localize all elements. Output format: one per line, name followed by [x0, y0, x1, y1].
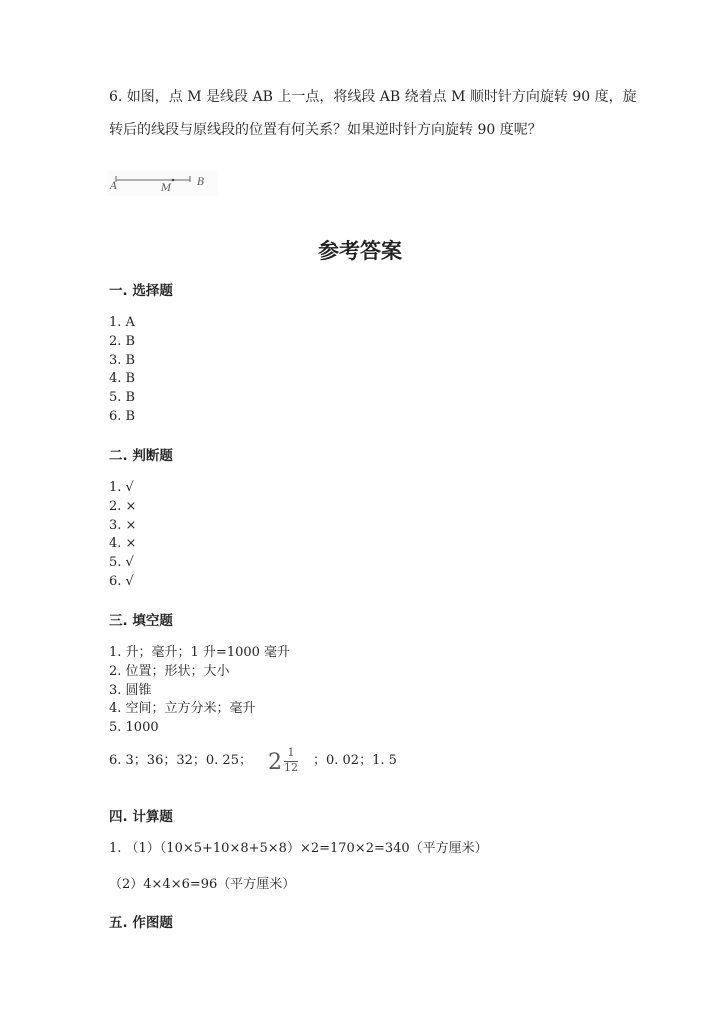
- list-item: 4. ×: [109, 536, 137, 552]
- mixed-fraction-denominator: 12: [284, 761, 298, 774]
- label-b: B: [197, 177, 205, 188]
- section-heading-calculation: 四. 计算题: [109, 809, 173, 825]
- list-item: 2. B: [109, 333, 136, 349]
- list-item: 3. B: [109, 352, 136, 368]
- fill-item-6-prefix: 6. 3；36；32；0. 25；: [109, 753, 252, 768]
- choice-answers-list: [109, 314, 135, 427]
- question-6-line-2: 转后的线段与原线段的位置有何关系？如果逆时针方向旋转 90 度呢？: [109, 122, 542, 138]
- label-m: M: [161, 183, 172, 194]
- list-item: 6. B: [109, 408, 136, 424]
- calc-line-2: （2）4×4×6=96（平方厘米）: [109, 877, 296, 892]
- mixed-fraction-numerator: 1: [287, 746, 295, 759]
- question-6-line-1: 6. 如图，点 M 是线段 AB 上一点，将线段 AB 绕着点 M 顺时针方向旋转 90 度，旋: [109, 89, 637, 105]
- mixed-fraction: [268, 746, 302, 780]
- mixed-fraction-whole: 2: [268, 750, 282, 775]
- calc-line-1: 1. （1）（10×5+10×8+5×8）×2=170×2=340（平方厘米）: [109, 841, 488, 856]
- list-item: 3. 圆锥: [109, 682, 152, 698]
- list-item: 1. √: [109, 480, 134, 495]
- label-a: A: [110, 181, 118, 192]
- section-heading-choice: 一. 选择题: [109, 283, 173, 299]
- list-item: 4. 空间；立方分米；毫升: [109, 701, 256, 717]
- fill-blank-answers-list: [109, 644, 290, 738]
- list-item: 5. 1000: [109, 720, 159, 736]
- segment-ab-figure: [108, 170, 218, 196]
- list-item: 6. √: [109, 573, 134, 589]
- list-item: 5. B: [109, 390, 136, 406]
- list-item: 2. 位置；形状；大小: [109, 663, 230, 679]
- fill-item-6-suffix: ；0. 02；1. 5: [313, 753, 397, 768]
- list-item: 2. ×: [109, 498, 137, 514]
- section-heading-fill-blank: 三. 填空题: [109, 613, 173, 629]
- list-item: 3. ×: [109, 517, 137, 533]
- section-heading-drawing: 五. 作图题: [109, 915, 173, 931]
- judgment-answers-list: [109, 479, 136, 592]
- list-item: 4. B: [109, 371, 136, 387]
- answer-key-title: 参考答案: [318, 239, 402, 263]
- section-heading-judgment: 二. 判断题: [109, 448, 173, 464]
- point-m-dot: [172, 179, 175, 182]
- list-item: 1. 升；毫升；1 升=1000 毫升: [109, 645, 291, 660]
- list-item: 5. √: [109, 555, 134, 571]
- list-item: 1. A: [109, 315, 135, 330]
